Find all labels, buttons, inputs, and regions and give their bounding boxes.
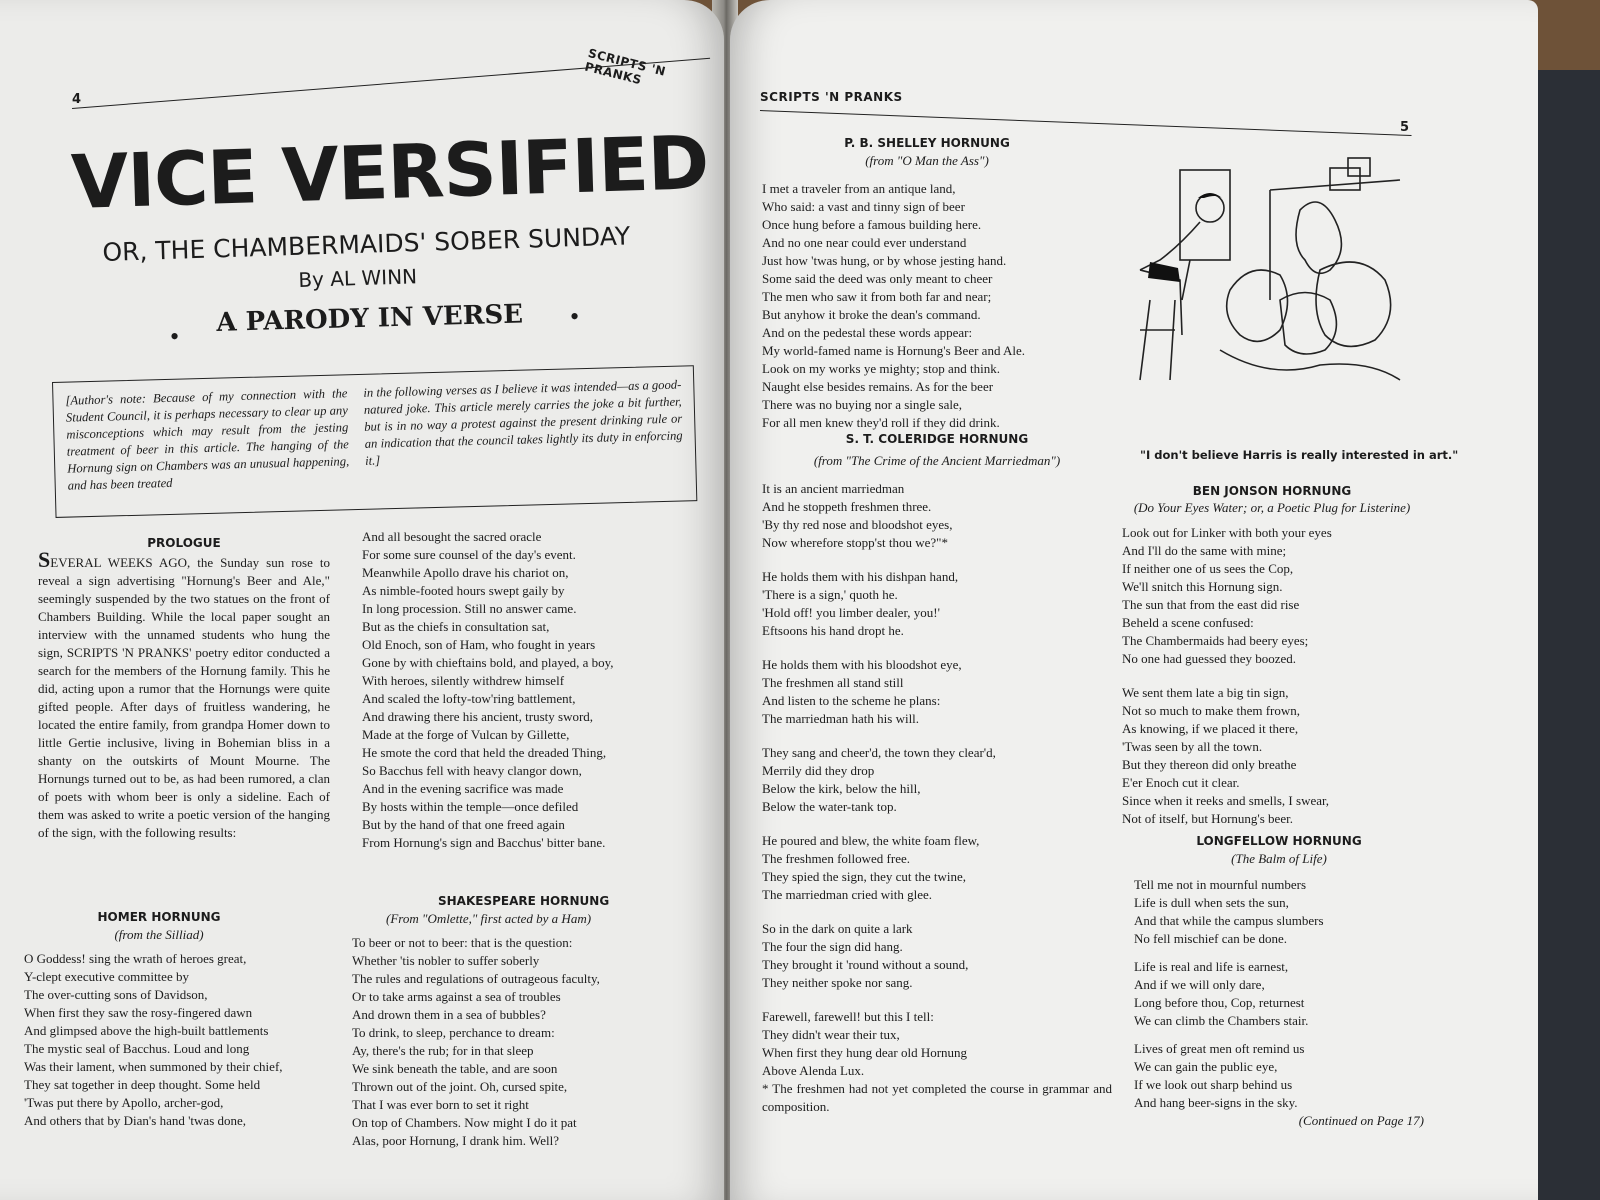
box-sketch [1348, 158, 1370, 176]
verse-line: Since when it reeks and smells, I swear, [1122, 793, 1330, 808]
verse-line: The marriedman cried with glee. [762, 887, 933, 902]
book-cover-edge [1538, 70, 1600, 1200]
homer-source: (from the Silliad) [114, 927, 204, 942]
verse-line: And drawing there his ancient, trusty sword, [362, 709, 594, 724]
cartoon-illustration [1120, 150, 1420, 430]
verse-line: Not so much to make them frown, [1122, 703, 1300, 718]
verse-line: Who said: a vast and tinny sign of beer [762, 199, 965, 214]
verse-line: To beer or not to beer: that is the question: [352, 935, 573, 950]
verse-line: Tell me not in mournful numbers [1134, 877, 1307, 892]
verse-line: We can climb the Chambers stair. [1134, 1013, 1309, 1028]
easel-frame [1270, 180, 1400, 300]
shelley-section [762, 134, 1092, 432]
right-page [730, 0, 1538, 1200]
verse-line: E'er Enoch cut it clear. [1122, 775, 1240, 790]
verse-line: When first they saw the rosy-fingered dawn [24, 1005, 253, 1020]
verse-line: The marriedman hath his will. [762, 711, 920, 726]
verse-line: 'Hold off! you limber dealer, you!' [762, 605, 940, 620]
verse-line: Above Alenda Lux. [762, 1063, 865, 1078]
verse-line: They didn't wear their tux, [762, 1027, 900, 1042]
verse-line: 'By thy red nose and bloodshot eyes, [762, 517, 953, 532]
stanza-break [762, 904, 1112, 920]
article-subtitle: OR, THE CHAMBERMAIDS' SOBER SUNDAY [102, 221, 631, 267]
verse-line: There was no buying nor a single sale, [762, 397, 963, 412]
author-note-col2: in the following verses as I believe it was intended—as a good-natured joke. This article merely carries the joke a bit further, but is in no way a protest against the present drinking rule or an indication that the council takes lightly its duty in enforcing it.] [363, 377, 683, 468]
verse-line: My world-famed name is Hornung's Beer and Ale. [762, 343, 1026, 358]
running-head: SCRIPTS 'N PRANKS [583, 46, 668, 88]
verse-line: But they thereon did only breathe [1122, 757, 1297, 772]
verse-line: And in the evening sacrifice was made [362, 781, 564, 796]
verse-line: No fell mischief can be done. [1134, 931, 1288, 946]
verse-line: He holds them with his dishpan hand, [762, 569, 959, 584]
verse-line: But as the chiefs in consultation sat, [362, 619, 550, 634]
coleridge-heading: S. T. COLERIDGE HORNUNG [845, 432, 1029, 446]
sculpture [1296, 202, 1341, 273]
verse-line: And others that by Dian's hand 'twas done, [24, 1113, 247, 1128]
verse-line: They neither spoke nor sang. [762, 975, 913, 990]
stool [1140, 300, 1175, 380]
homer-heading: HOMER HORNUNG [97, 910, 221, 924]
bullet-right: • [570, 302, 580, 331]
verse-line: Alas, poor Hornung, I drank him. Well? [352, 1133, 560, 1148]
verse-line: Below the kirk, below the hill, [762, 781, 921, 796]
verse-line: That I was ever born to set it right [352, 1097, 529, 1112]
verse-line: And listen to the scheme he plans: [762, 693, 941, 708]
verse-line: Naught else besides remains. As for the beer [762, 379, 994, 394]
verse-line: We'll snitch this Hornung sign. [1122, 579, 1283, 594]
verse-line: They spied the sign, they cut the twine, [762, 869, 966, 884]
verse-line: And drown them in a sea of bubbles? [352, 1007, 546, 1022]
verse-line: Some said the deed was only meant to cheer [762, 271, 993, 286]
verse-line: And that while the campus slumbers [1134, 913, 1324, 928]
author-note-col1: [Author's note: Because of my connection with the Student Council, it is perhaps necessary to clear up any misconceptions which may result from the jesting treatment of beer in this article. The hanging of the Hornung sign on Chambers was an unusual happening, and has been treated [65, 386, 350, 493]
spectator-head [1316, 262, 1391, 346]
shakespeare-heading: SHAKESPEARE HORNUNG [438, 894, 610, 908]
verse-line: If neither one of us sees the Cop, [1122, 561, 1294, 576]
shakespeare-section [352, 892, 702, 1150]
prologue-verse [362, 528, 702, 852]
verse-line: They sat together in deep thought. Some held [24, 1077, 261, 1092]
verse-line: 'Twas put there by Apollo, archer-god, [24, 1095, 224, 1110]
verse-line: To drink, to sleep, perchance to dream: [352, 1025, 555, 1040]
verse-line: And he stoppeth freshmen three. [762, 499, 932, 514]
verse-line: Life is real and life is earnest, [1134, 959, 1289, 974]
verse-line: No one had guessed they boozed. [1122, 651, 1297, 666]
verse-line: Just how 'twas hung, or by whose jesting hand. [762, 253, 1007, 268]
longfellow-section [1134, 832, 1424, 1130]
box-sketch [1330, 168, 1360, 190]
shelley-source: (from "O Man the Ass") [865, 153, 989, 168]
verse-line: From Hornung's sign and Bacchus' bitter bane. [362, 835, 606, 850]
longfellow-source: (The Balm of Life) [1231, 851, 1327, 866]
verse-line: Lives of great men oft remind us [1134, 1041, 1305, 1056]
verse-line: The Chambermaids had beery eyes; [1122, 633, 1309, 648]
verse-line: As nimble-footed hours swept gaily by [362, 583, 565, 598]
verse-line: Ay, there's the rub; for in that sleep [352, 1043, 534, 1058]
verse-line: I met a traveler from an antique land, [762, 181, 956, 196]
verse-line: It is an ancient marriedman [762, 481, 905, 496]
stanza-break [762, 816, 1112, 832]
continued-note: (Continued on Page 17) [1298, 1113, 1424, 1128]
verse-line: As knowing, if we placed it there, [1122, 721, 1299, 736]
verse-line: The freshmen followed free. [762, 851, 910, 866]
prologue [38, 534, 330, 842]
header-rule [72, 58, 710, 109]
verse-line: Thrown out of the joint. Oh, cursed spite, [352, 1079, 568, 1094]
verse-line: They brought it 'round without a sound, [762, 957, 969, 972]
verse-line: Now wherefore stopp'st thou we?"* [762, 535, 948, 550]
verse-line: Y-clept executive committee by [24, 969, 189, 984]
verse-line: But anyhow it broke the dean's command. [762, 307, 981, 322]
verse-line: But by the hand of that one freed again [362, 817, 565, 832]
verse-line: And hang beer-signs in the sky. [1134, 1095, 1298, 1110]
artist-head [1196, 194, 1224, 222]
verse-line: In long procession. Still no answer came. [362, 601, 577, 616]
verse-line: Made at the forge of Vulcan by Gillette, [362, 727, 570, 742]
verse-line: Eftsoons his hand dropt he. [762, 623, 904, 638]
stanza-break [762, 728, 1112, 744]
verse-line: For some sure counsel of the day's event. [362, 547, 576, 562]
verse-line: Beheld a scene confused: [1122, 615, 1254, 630]
verse-line: For all men knew they'd roll if they did drink. [762, 415, 1000, 430]
verse-line: Farewell, farewell! but this I tell: [762, 1009, 934, 1024]
verse-line: Old Enoch, son of Ham, who fought in years [362, 637, 596, 652]
prologue-text: SEVERAL WEEKS AGO, the Sunday sun rose to reveal a sign advertising "Hornung's Beer and Ale," seemingly suspended by the two statues on the front of Chambers Building. While the local paper sought an interview with the unnamed students who hung the sign, SCRIPTS 'N PRANKS' poetry editor conducted a search for the members of the Hornung family. This he did, acting upon a rumor that the Hornungs were quite gifted people. After days of fruitless wandering, he located the entire family, from grandpa Homer down to little Gertie inclusive, living in Bohemian bliss in a shanty on the outskirts of Mount Mourne. The Hornungs turned out to be, as had been rumored, a clan of poets with whom beer is only a sideline. Each of them was asked to write a poetic version of the hanging of the sign, with the following results: [38, 547, 330, 840]
easel-leg [1182, 260, 1190, 300]
homer-section [24, 908, 324, 1130]
verse-line: When first they hung dear old Hornung [762, 1045, 968, 1060]
verse-line: So in the dark on quite a lark [762, 921, 913, 936]
verse-line: The four the sign did hang. [762, 939, 903, 954]
verse-line: And on the pedestal these words appear: [762, 325, 973, 340]
verse-line: Long before thou, Cop, returnest [1134, 995, 1305, 1010]
stanza-break [1134, 948, 1424, 958]
verse-line: Once hung before a famous building here. [762, 217, 982, 232]
verse-line: Or to take arms against a sea of troubles [352, 989, 561, 1004]
artist-pants [1148, 262, 1180, 282]
verse-line: Life is dull when sets the sun, [1134, 895, 1289, 910]
bullet-left: • [170, 322, 180, 351]
jonson-section [1122, 482, 1422, 828]
verse-line: The sun that from the east did rise [1122, 597, 1300, 612]
artist-body [1140, 222, 1200, 270]
verse-line: Not of itself, but Hornung's beer. [1122, 811, 1293, 826]
verse-line: If we look out sharp behind us [1134, 1077, 1293, 1092]
cartoon-caption: "I don't believe Harris is really interested in art." [1140, 448, 1459, 462]
verse-line: Whether 'tis nobler to suffer soberly [352, 953, 540, 968]
verse-line: He smote the cord that held the dreaded Thing, [362, 745, 607, 760]
verse-line: The over-cutting sons of Davidson, [24, 987, 208, 1002]
page-number: 5 [1400, 120, 1410, 135]
verse-line: By hosts within the temple—once defiled [362, 799, 579, 814]
verse-line: Look on my works ye mighty; stop and think. [762, 361, 1000, 376]
spectator-head [1280, 293, 1336, 355]
verse-line: 'There is a sign,' quoth he. [762, 587, 898, 602]
verse-line: Meanwhile Apollo drave his chariot on, [362, 565, 569, 580]
running-head: SCRIPTS 'N PRANKS [760, 90, 903, 104]
article-title: VICE VERSIFIED [70, 119, 710, 226]
coleridge-section [762, 430, 1112, 1116]
shelley-heading: P. B. SHELLEY HORNUNG [844, 136, 1010, 150]
verse-line: O Goddess! sing the wrath of heroes great, [24, 951, 247, 966]
verse-line: 'Twas seen by all the town. [1122, 739, 1263, 754]
verse-line: And I'll do the same with mine; [1122, 543, 1287, 558]
verse-line: And if we will only dare, [1134, 977, 1265, 992]
verse-line: With heroes, silently withdrew himself [362, 673, 565, 688]
stanza-break [1122, 668, 1422, 684]
tagline: A PARODY IN VERSE [216, 299, 524, 338]
byline: By AL WINN [298, 264, 418, 292]
verse-line: The men who saw it from both far and near; [762, 289, 992, 304]
jonson-heading: BEN JONSON HORNUNG [1192, 484, 1352, 498]
verse-line: Gone by with chieftains bold, and played, a boy, [362, 655, 614, 670]
verse-line: And all besought the sacred oracle [362, 529, 542, 544]
shakespeare-source: (From "Omlette," first acted by a Ham) [386, 911, 592, 926]
verse-line: They sang and cheer'd, the town they clear'd, [762, 745, 996, 760]
verse-line: The rules and regulations of outrageous faculty, [352, 971, 600, 986]
header-rule [760, 110, 1412, 136]
verse-line: He holds them with his bloodshot eye, [762, 657, 962, 672]
verse-line: On top of Chambers. Now might I do it pat [352, 1115, 577, 1130]
stanza-break [762, 640, 1112, 656]
verse-line: So Bacchus fell with heavy clangor down, [362, 763, 582, 778]
verse-line: Look out for Linker with both your eyes [1122, 525, 1332, 540]
left-page [0, 0, 724, 1200]
verse-line: He poured and blew, the white foam flew, [762, 833, 980, 848]
coleridge-source: (from "The Crime of the Ancient Marriedman") [813, 453, 1061, 468]
stanza-break [1134, 1030, 1424, 1040]
verse-line: We sink beneath the table, and are soon [352, 1061, 558, 1076]
verse-line: And no one near could ever understand [762, 235, 967, 250]
verse-line: The freshmen all stand still [762, 675, 904, 690]
verse-line: And scaled the lofty-tow'ring battlement, [362, 691, 576, 706]
verse-line: We can gain the public eye, [1134, 1059, 1278, 1074]
footnote: * The freshmen had not yet completed the course in grammar and composition. [762, 1081, 1112, 1114]
verse-line: Was their lament, when summoned by their chief, [24, 1059, 283, 1074]
prologue-heading: PROLOGUE [147, 536, 221, 550]
spectator-head [1227, 270, 1288, 341]
stanza-break [762, 992, 1112, 1008]
verse-line: The mystic seal of Bacchus. Loud and long [24, 1041, 250, 1056]
verse-line: We sent them late a big tin sign, [1122, 685, 1289, 700]
stanza-break [762, 552, 1112, 568]
jonson-source: (Do Your Eyes Water; or, a Poetic Plug for Listerine) [1133, 500, 1411, 515]
page-number: 4 [72, 92, 82, 107]
verse-line: Merrily did they drop [762, 763, 875, 778]
author-note-box [52, 365, 697, 518]
verse-line: Below the water-tank top. [762, 799, 897, 814]
drop-cap: S [38, 547, 51, 572]
longfellow-heading: LONGFELLOW HORNUNG [1196, 834, 1362, 848]
verse-line: And glimpsed above the high-built battlements [24, 1023, 269, 1038]
